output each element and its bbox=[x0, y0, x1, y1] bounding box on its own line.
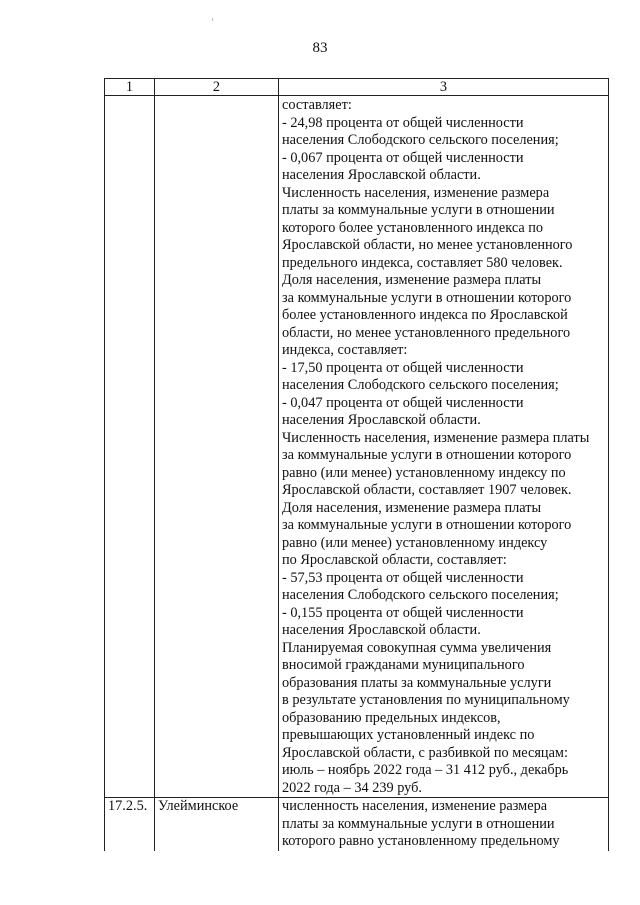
description-line: - 0,067 процента от общей численности bbox=[282, 149, 524, 166]
document-table bbox=[104, 78, 609, 851]
table-row bbox=[105, 96, 609, 798]
description-line: предельного индекса, составляет 580 человек. bbox=[282, 254, 563, 271]
settlement-name-cell: Улейминское bbox=[155, 798, 279, 851]
description-line: индекса, составляет: bbox=[282, 342, 408, 358]
description-line: платы за коммунальные услуги в отношении bbox=[282, 815, 555, 832]
column-header-3: 3 bbox=[279, 79, 609, 96]
description-line: июль – ноябрь 2022 года – 31 412 руб., декабрь bbox=[282, 762, 569, 778]
description-line: превышающих установленный индекс по bbox=[282, 727, 535, 743]
description-line: - 0,047 процента от общей численности bbox=[282, 394, 524, 411]
description-line: численность населения, изменение размера bbox=[282, 798, 548, 814]
description-line: Ярославской области, с разбивкой по месяцам: bbox=[282, 744, 568, 761]
description-line: Планируемая совокупная сумма увеличения bbox=[282, 639, 552, 656]
description-line: населения Слободского сельского поселения; bbox=[282, 132, 559, 148]
description-line: области, но менее установленного предельного bbox=[282, 324, 571, 341]
description-line: составляет: bbox=[282, 97, 352, 113]
description-line: 2022 года – 34 239 руб. bbox=[282, 779, 422, 796]
description-line: населения Слободского сельского поселения; bbox=[282, 377, 559, 393]
description-line: за коммунальные услуги в отношении которого bbox=[282, 289, 572, 306]
description-line: Численность населения, изменение размера bbox=[282, 184, 550, 201]
description-line: платы за коммунальные услуги в отношении bbox=[282, 202, 555, 218]
description-line: образования платы за коммунальные услуги bbox=[282, 674, 552, 691]
description-line: более установленного индекса по Ярославской bbox=[282, 307, 568, 323]
table-row bbox=[105, 798, 609, 851]
description-line: Ярославской области, составляет 1907 человек. bbox=[282, 482, 572, 498]
description-line: вносимой гражданами муниципального bbox=[282, 657, 525, 673]
description-line: за коммунальные услуги в отношении которого bbox=[282, 447, 572, 463]
description-cell bbox=[279, 798, 609, 851]
settlement-name-cell bbox=[155, 96, 279, 798]
description-line: населения Слободского сельского поселения; bbox=[282, 587, 559, 603]
description-line: населения Ярославской области. bbox=[282, 622, 481, 638]
description-line: - 17,50 процента от общей численности bbox=[282, 359, 524, 376]
description-line: Доля населения, изменение размера платы bbox=[282, 499, 542, 516]
description-line: Ярославской области, но менее установленного bbox=[282, 237, 573, 253]
description-line: равно (или менее) установленному индексу bbox=[282, 534, 548, 551]
page-number: 83 bbox=[312, 40, 328, 56]
description-line: Численность населения, изменение размера платы bbox=[282, 429, 590, 446]
description-line: образованию предельных индексов, bbox=[282, 709, 501, 726]
description-line: по Ярославской области, составляет: bbox=[282, 552, 507, 568]
description-line: которого более установленного индекса по bbox=[282, 219, 544, 236]
description-line: в результате установления по муниципальному bbox=[282, 692, 570, 708]
table-header-row bbox=[105, 79, 609, 96]
description-line: - 0,155 процента от общей численности bbox=[282, 604, 524, 621]
description-line: равно (или менее) установленному индексу по bbox=[282, 464, 566, 481]
column-header-2: 2 bbox=[155, 79, 279, 96]
description-line: населения Ярославской области. bbox=[282, 167, 481, 183]
description-line: Доля населения, изменение размера платы bbox=[282, 272, 542, 288]
row-number-cell: 17.2.5. bbox=[105, 798, 155, 851]
description-line: за коммунальные услуги в отношении которого bbox=[282, 517, 572, 533]
description-line: которого равно установленному предельному bbox=[282, 833, 560, 849]
description-line: населения Ярославской области. bbox=[282, 412, 481, 428]
scan-mark bbox=[212, 18, 213, 21]
description-line: - 57,53 процента от общей численности bbox=[282, 569, 524, 586]
row-number-cell bbox=[105, 96, 155, 798]
description-line: - 24,98 процента от общей численности bbox=[282, 114, 524, 131]
description-cell bbox=[279, 96, 609, 798]
column-header-1: 1 bbox=[105, 79, 155, 96]
